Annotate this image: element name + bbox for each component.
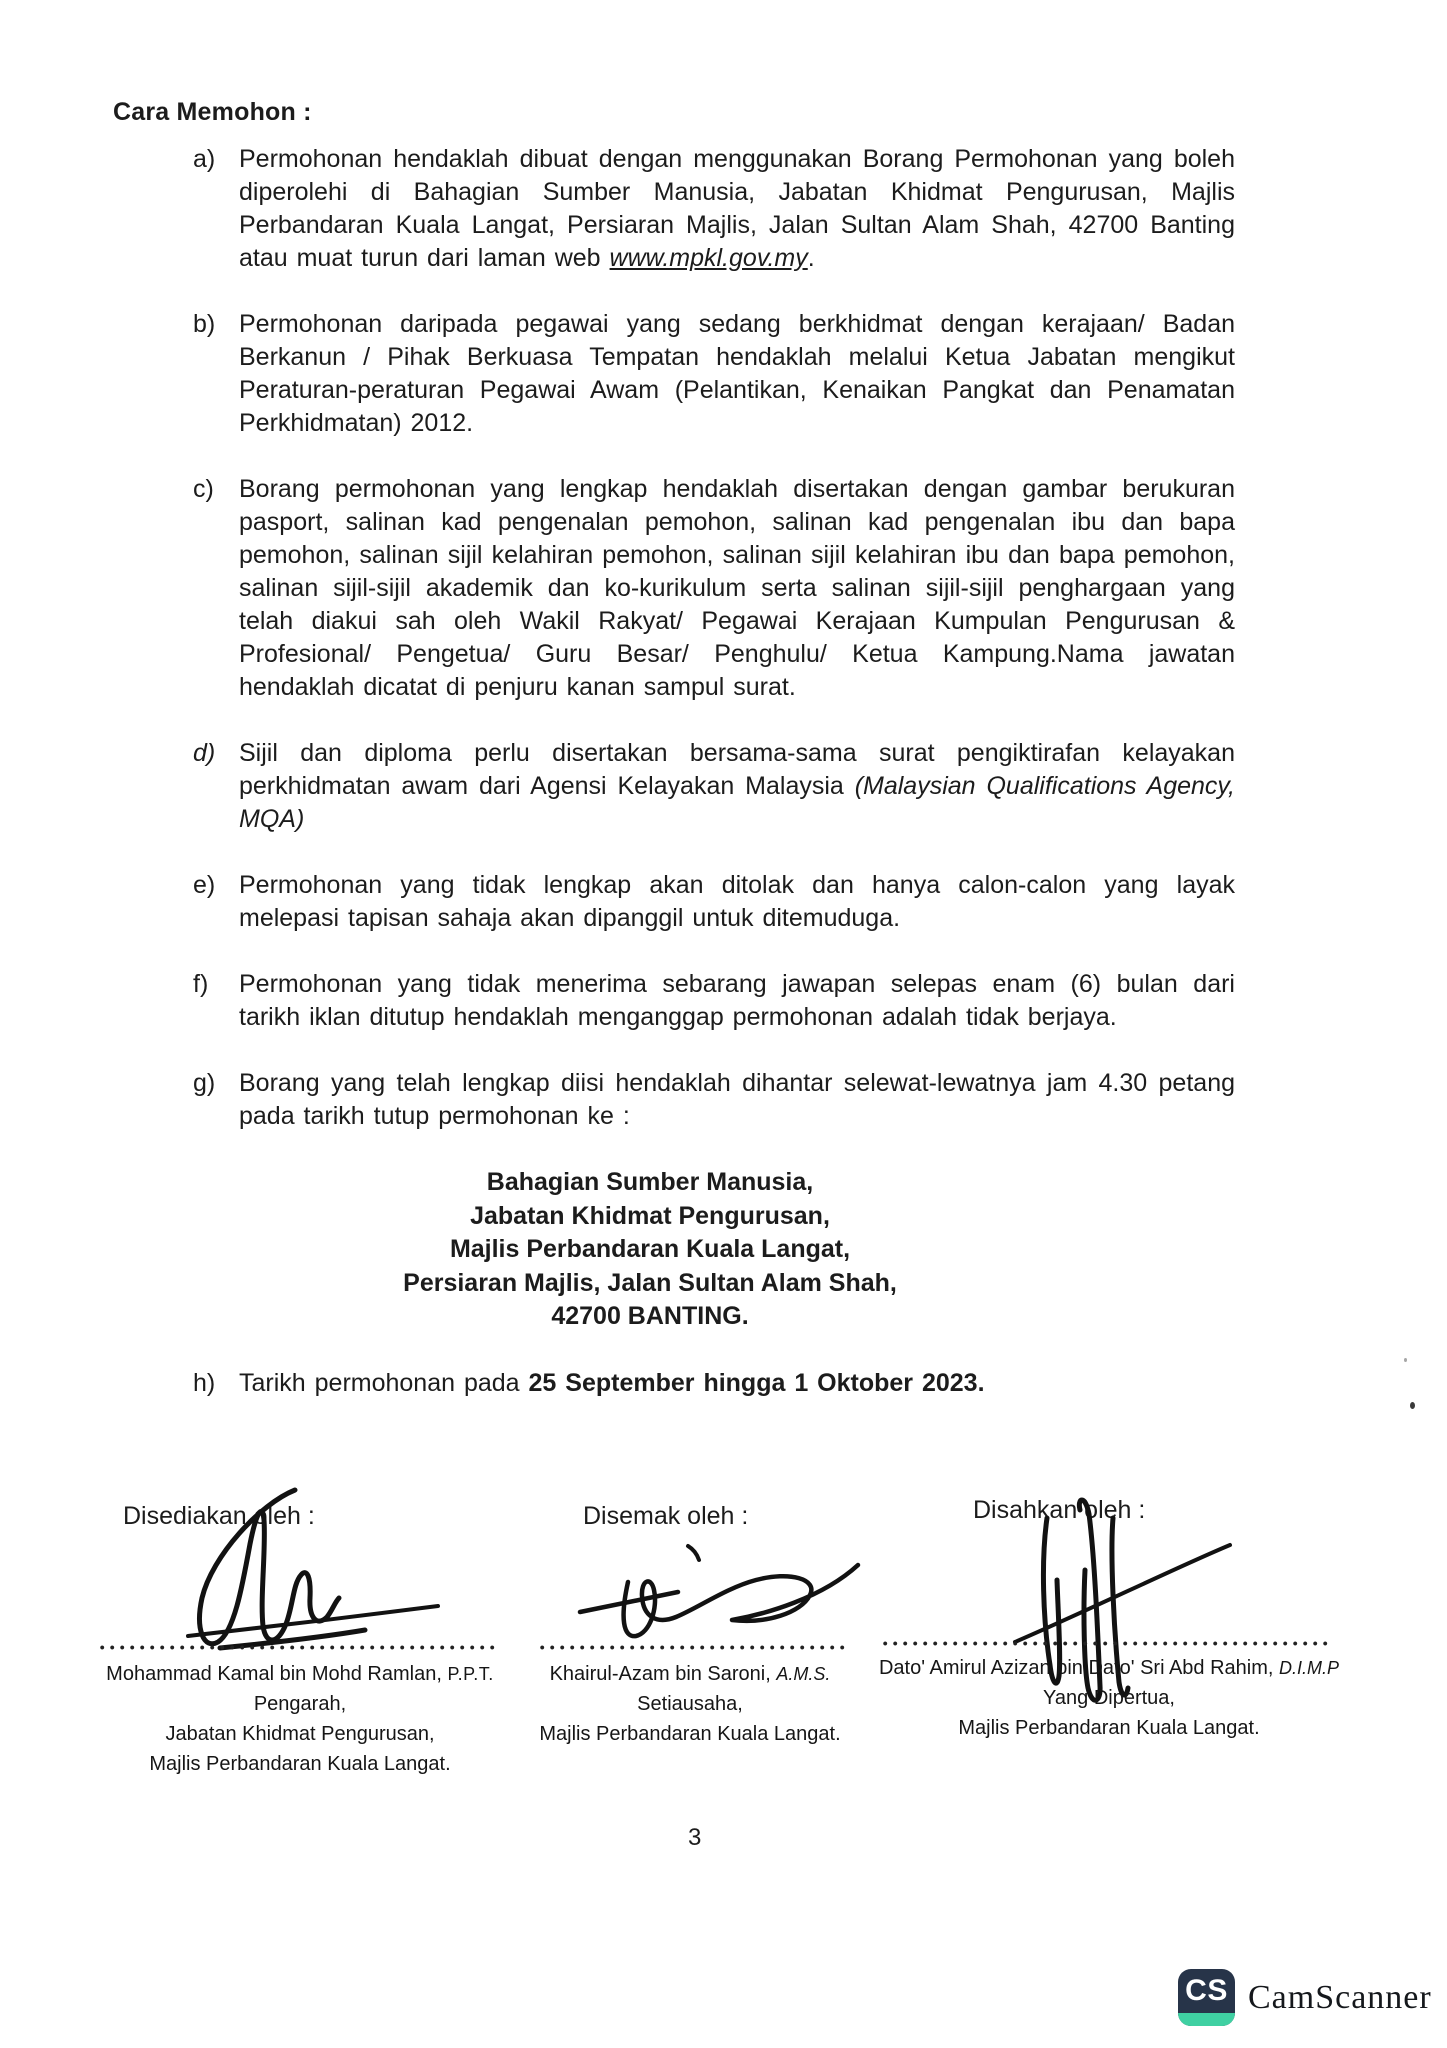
item-label: h) [193,1368,216,1397]
camscanner-icon-initials: CS [1185,1974,1228,2007]
signature-dotted-line [540,1645,845,1650]
signature-dotted-line [883,1641,1330,1646]
prepared-by-details [80,1659,520,1779]
signatory-name-text: Dato' Amirul Azizan bin Dato' Sri Abd Rahim, [878,1657,1280,1679]
list-item-d [193,737,1235,836]
prepared-by-label: Disediakan oleh : [123,1502,315,1530]
signatory-title: Yang Dipertua, [1043,1687,1175,1709]
item-text: Borang yang telah lengkap diisi hendaklah dihantar selewat-lewatnya jam 4.30 petang pada tarikh tutup permohonan ke : [239,1069,1235,1130]
camscanner-icon-strip [1178,2013,1235,2026]
signatory-title: Setiausaha, [637,1693,743,1715]
instruction-list [0,143,1447,1400]
item-text-segment: . [807,244,815,272]
item-label: e) [193,871,216,899]
approved-by-details [876,1653,1342,1743]
signatory-department: Jabatan Khidmat Pengurusan, [165,1723,435,1745]
item-text-bold-segment: 25 September hingga 1 Oktober 2023. [528,1368,985,1397]
item-text-segment: Tarikh permohonan pada [239,1368,529,1397]
camscanner-logo-icon [1178,1969,1235,2026]
scan-artifact [1410,1402,1415,1409]
camscanner-watermark [1178,1969,1432,2026]
item-text: Permohonan yang tidak lengkap akan ditolak dan hanya calon-calon yang layak melepasi tapisan sahaja akan dipanggil untuk ditemuduga. [239,871,1235,932]
list-item-c [193,473,1235,704]
list-item-f [193,968,1235,1034]
item-text [239,737,1235,836]
item-label: f) [193,970,209,998]
signature-dotted-line [100,1645,500,1650]
signatory-name [80,1659,520,1689]
address-line: Jabatan Khidmat Pengurusan, [470,1201,830,1230]
signatory-honorific: A.M.S. [776,1664,831,1684]
list-item-g [193,1067,1235,1133]
address-line: Persiaran Majlis, Jalan Sultan Alam Shah, [403,1268,897,1297]
item-label: b) [193,310,216,338]
item-text-segment: Sijil dan diploma perlu disertakan bersama-sama surat pengiktirafan kelayakan perkhidmatan awam dari Agensi Kelayakan Malaysia [239,739,1235,800]
signatory-organization: Majlis Perbandaran Kuala Langat. [958,1717,1260,1739]
item-text [239,1367,1235,1400]
camscanner-brand-name: CamScanner [1248,1978,1432,2016]
item-text-italic-segment: (Malaysian Qualifications Agency, MQA) [239,772,1235,833]
mailing-address-block [235,1166,1065,1334]
address-line: Majlis Perbandaran Kuala Langat, [449,1235,851,1263]
signatory-name [876,1653,1342,1683]
signatory-name-text: Mohammad Kamal bin Mohd Ramlan, [106,1663,448,1685]
list-item-e [193,869,1235,935]
signature-prepared-icon [160,1478,460,1663]
signature-checked-icon [570,1540,870,1655]
signatory-name-text: Khairul-Azam bin Saroni, [549,1663,777,1685]
signatory-honorific: D.I.M.P [1279,1658,1340,1678]
signatory-name [470,1659,910,1689]
item-text: Borang permohonan yang lengkap hendaklah disertakan dengan gambar berukuran pasport, salinan kad pengenalan pemohon, salinan kad pengenalan ibu dan bapa pemohon, salinan sijil kelahiran pemohon, salinan sijil kelahiran ibu dan bapa pemohon, salinan sijil-sijil akademik dan ko-kurikulum serta salinan sijil-sijil penghargaan yang telah diakui sah oleh Wakil Rakyat/ Pegawai Kerajaan Kumpulan Pengurusan & Profesional/ Pengetua/ Guru Besar/ Penghulu/ Ketua Kampung.Nama jawatan hendaklah dicatat di penjuru kanan sampul surat. [239,475,1235,701]
signatory-organization: Majlis Perbandaran Kuala Langat. [539,1723,841,1745]
scan-artifact [1404,1358,1407,1362]
item-label: c) [193,475,214,503]
list-item-h [193,1367,1235,1400]
list-item-b [193,308,1235,440]
checked-by-details [470,1659,910,1749]
signatory-honorific: P.P.T. [447,1664,494,1684]
checked-by-label: Disemak oleh : [583,1502,749,1530]
page-title: Cara Memohon : [113,98,312,126]
item-text: Permohonan daripada pegawai yang sedang berkhidmat dengan kerajaan/ Badan Berkanun / Pihak Berkuasa Tempatan hendaklah melalui Ketua Jabatan mengikut Peraturan-peraturan Pegawai Awam (Pelantikan, Kenaikan Pangkat dan Penamatan Perkhidmatan) 2012. [239,310,1235,437]
signatory-organization: Majlis Perbandaran Kuala Langat. [149,1753,451,1775]
address-line: Bahagian Sumber Manusia, [486,1168,814,1196]
item-label: g) [193,1069,216,1097]
page-number: 3 [688,1824,702,1851]
approved-by-label: Disahkan oleh : [973,1496,1146,1524]
item-text [239,143,1235,275]
item-label: a) [193,145,216,173]
item-label: d) [193,739,216,767]
item-text-segment: Permohonan hendaklah dibuat dengan menggunakan Borang Permohonan yang boleh diperolehi di Bahagian Sumber Manusia, Jabatan Khidmat Pengurusan, Majlis Perbandaran Kuala Langat, Persiaran Majlis, Jalan Sultan Alam Shah, 42700 Banting atau muat turun dari laman web [239,145,1235,272]
signatory-title: Pengarah, [253,1693,347,1715]
address-line: 42700 BANTING. [551,1302,749,1330]
list-item-a [193,143,1235,275]
website-link: www.mpkl.gov.my [609,244,808,272]
item-text: Permohonan yang tidak menerima sebarang jawapan selepas enam (6) bulan dari tarikh iklan ditutup hendaklah menganggap permohonan adalah tidak berjaya. [239,970,1235,1031]
